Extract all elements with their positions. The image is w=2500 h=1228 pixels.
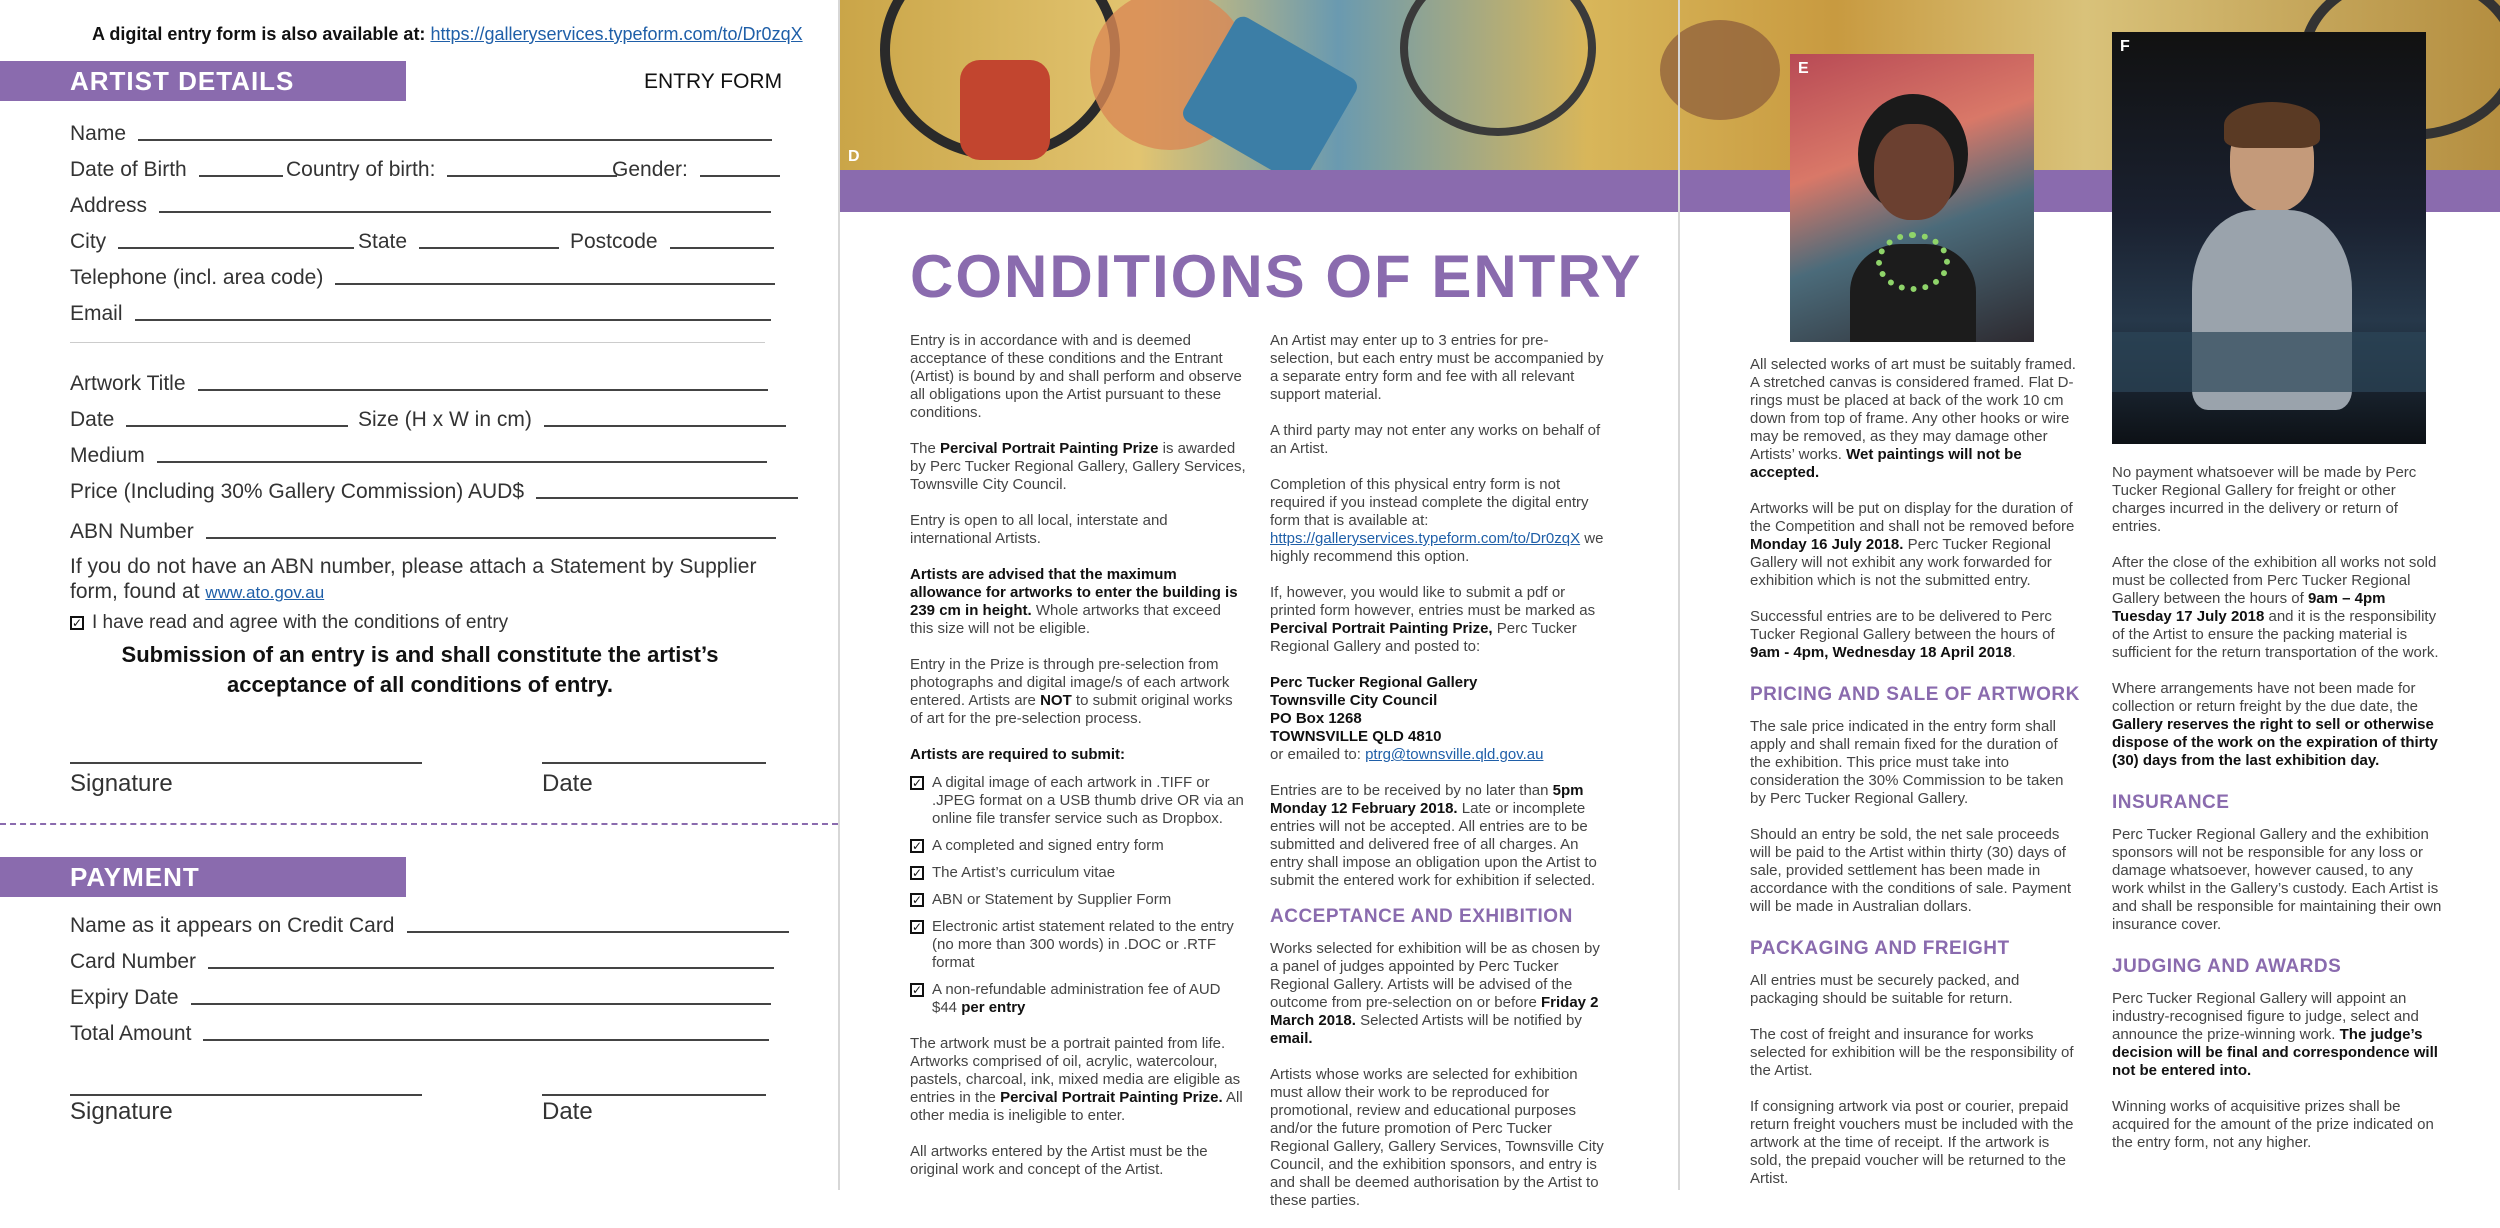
requirement-item: ✓ Electronic artist statement related to the entry (no more than 300 words) in .DOC or .RTF format	[911, 918, 1234, 971]
cond-paragraph: The cost of freight and insurance for works selected for exhibition will be the responsibility of the Artist.	[1750, 1026, 2074, 1079]
abn-field[interactable]	[70, 520, 776, 544]
cond-paragraph: Where arrangements have not been made for collection or return freight by the due date, the Gallery reserves the right to sell or otherwise dispose of the work on the expiration of thirty (30) days from the last exhibition day.	[2112, 680, 2438, 769]
requirement-item: ✓ A digital image of each artwork in .TIFF or .JPEG format on a USB thumb drive OR via an online file transfer service such as Dropbox.	[911, 774, 1244, 827]
size-field[interactable]	[358, 408, 786, 432]
artwork-date-field[interactable]	[70, 408, 348, 432]
expiry-label: Expiry Date	[70, 986, 179, 1009]
payment-date-line[interactable]	[542, 1094, 766, 1096]
gender-label: Gender:	[612, 158, 688, 181]
medium-label: Medium	[70, 444, 145, 467]
name-label: Name	[70, 122, 127, 145]
panel-divider	[1678, 0, 1680, 1190]
digital-form-note	[92, 24, 803, 45]
agree-text: I have read and agree with the conditions of entry	[92, 612, 509, 633]
artist-details-heading: ARTIST DETAILS	[0, 61, 406, 101]
form-divider	[70, 342, 765, 343]
cond-paragraph: Works selected for exhibition will be as chosen by a panel of judges appointed by Perc Tucker Regional Gallery. Artists will be advised of the outcome from pre-selection on or before Friday 2 March 2018. Selected Artists will be notified by email.	[1270, 940, 1600, 1047]
portrait-image-e	[1790, 54, 2034, 342]
artwork-date-label: Date	[70, 408, 115, 431]
check-icon: ✓	[911, 920, 923, 934]
payment-signature-line[interactable]	[70, 1094, 422, 1096]
card-name-field[interactable]	[70, 914, 789, 938]
total-label: Total Amount	[70, 1022, 192, 1045]
cond-paragraph: All entries must be securely packed, and packaging should be suitable for return.	[1750, 972, 2020, 1007]
artwork-title-label: Artwork Title	[70, 372, 186, 395]
check-icon: ✓	[911, 776, 923, 790]
telephone-label: Telephone (incl. area code)	[70, 266, 324, 289]
abn-note	[70, 554, 770, 605]
expiry-field[interactable]	[70, 986, 771, 1010]
requirement-item: ✓ A completed and signed entry form	[911, 837, 1164, 854]
address-label: Address	[70, 194, 148, 217]
country-field[interactable]	[286, 158, 617, 182]
requirements-heading: Artists are required to submit:	[910, 746, 1126, 763]
insurance-heading: INSURANCE	[2112, 792, 2230, 813]
entry-form-panel	[0, 0, 838, 1190]
cond-paragraph: Should an entry be sold, the net sale proceeds will be paid to the Artist within thirty (30) days of sale, provided settlement has been made in accordance with the conditions of sale. Payment will be made in Australian dollars.	[1750, 826, 2072, 915]
payment-heading: PAYMENT	[0, 857, 406, 897]
cond-paragraph: All selected works of art must be suitably framed. A stretched canvas is considered framed. Flat D-rings must be placed at back of the work 10 cm down from top of frame. Any other hooks or wire may be removed, as they may damage other Artists’ works. Wet paintings will not be accepted.	[1750, 356, 2076, 481]
judging-heading: JUDGING AND AWARDS	[2112, 956, 2342, 977]
cond-paragraph: No payment whatsoever will be made by Perc Tucker Regional Gallery for freight or other charges incurred in the delivery or return of entries.	[2112, 464, 2417, 535]
entry-form-label: ENTRY FORM	[644, 70, 783, 93]
abn-note-text: If you do not have an ABN number, please attach a Statement by Supplier form, found at	[70, 555, 757, 603]
payment-signature-label: Signature	[70, 1098, 173, 1125]
cond-paragraph: Entry in the Prize is through pre-selection from photographs and digital image/s of each artwork entered. Artists are NOT to submit original works of art for the pre-selection process.	[910, 656, 1233, 727]
card-number-field[interactable]	[70, 950, 774, 974]
postal-address: Perc Tucker Regional Gallery Townsville City Council PO Box 1268 TOWNSVILLE QLD 4810 or emailed to: ptrg@townsville.qld.gov.au	[1270, 674, 1544, 763]
signature-line[interactable]	[70, 762, 422, 764]
cond-paragraph: All artworks entered by the Artist must be the original work and concept of the Artist.	[910, 1143, 1208, 1178]
medium-field[interactable]	[70, 444, 767, 468]
portrait-image-f	[2112, 32, 2426, 444]
check-icon: ✓	[911, 866, 923, 880]
ato-link[interactable]: www.ato.gov.au	[205, 583, 325, 602]
image-tag-d: D	[848, 148, 860, 165]
requirement-item: ✓ The Artist’s curriculum vitae	[911, 864, 1116, 881]
digital-form-link[interactable]: https://galleryservices.typeform.com/to/Dr0zqX	[430, 24, 803, 44]
cond-paragraph: Winning works of acquisitive prizes shall be acquired for the amount of the prize indicated on the entry form, not any higher.	[2112, 1098, 2434, 1151]
cond-paragraph: Perc Tucker Regional Gallery and the exhibition sponsors will not be responsible for any loss or damage whatsoever, however caused, to any work whilst in the Gallery’s custody. Each Artist is and shall be responsible for maintaining their own insurance cover.	[2112, 826, 2442, 933]
postcode-label: Postcode	[570, 230, 658, 253]
size-label: Size (H x W in cm)	[358, 408, 532, 431]
card-name-label: Name as it appears on Credit Card	[70, 914, 395, 937]
cond-paragraph: Entry is open to all local, interstate and international Artists.	[910, 512, 1168, 547]
cond-paragraph: Entry is in accordance with and is deemed acceptance of these conditions and the Entrant (Artist) is bound by and shall perform and observe all obligations upon the Artist pursuant to these conditions.	[910, 332, 1242, 421]
card-number-label: Card Number	[70, 950, 197, 973]
state-label: State	[358, 230, 408, 253]
total-field[interactable]	[70, 1022, 769, 1046]
image-tag-e: E	[1798, 60, 1809, 77]
conditions-column-2	[1270, 332, 1610, 1228]
cut-line	[0, 823, 838, 825]
city-label: City	[70, 230, 107, 253]
cond-paragraph: Artists are advised that the maximum allowance for artworks to enter the building is 239 cm in height. Whole artworks that exceed this size will not be eligible.	[910, 566, 1238, 637]
conditions-column-3	[1750, 356, 2080, 1206]
digital-note-text: A digital entry form is also available at:	[92, 24, 426, 44]
check-icon: ✓	[911, 839, 923, 853]
conditions-column-1	[910, 332, 1248, 1197]
cond-paragraph: An Artist may enter up to 3 entries for pre-selection, but each entry must be accompanied by a separate entry form and fee with all relevant support material.	[1270, 332, 1604, 403]
cond-paragraph: The sale price indicated in the entry form shall apply and shall remain fixed for the duration of the exhibition. This price must take into consideration the 30% Commission to be taken by Perc Tucker Regional Gallery.	[1750, 718, 2064, 807]
cond-paragraph: The artwork must be a portrait painted from life. Artworks comprised of oil, acrylic, watercolour, pastels, charcoal, ink, mixed media are eligible as entries in the Percival Portrait Painting Prize. All other media is ineligible to enter.	[910, 1035, 1243, 1124]
name-field[interactable]	[70, 122, 772, 146]
cond-paragraph: Artworks will be put on display for the duration of the Competition and shall not be removed before Monday 16 July 2018. Perc Tucker Regional Gallery will not exhibit any work forwarded for exhibition which is not the submitted entry.	[1750, 500, 2075, 589]
payment-date-label: Date	[542, 1098, 593, 1125]
packaging-heading: PACKAGING AND FREIGHT	[1750, 938, 2010, 959]
city-field[interactable]	[70, 230, 354, 254]
price-field[interactable]	[70, 480, 798, 504]
cond-paragraph: If consigning artwork via post or courier, prepaid return freight vouchers must be included with the artwork at the time of receipt. If the artwork is sold, the prepaid voucher will be returned to the Artist.	[1750, 1098, 2074, 1187]
artwork-title-field[interactable]	[70, 372, 768, 396]
dob-label: Date of Birth	[70, 158, 187, 181]
signature-date-label: Date	[542, 770, 593, 797]
cond-paragraph: The Percival Portrait Painting Prize is awarded by Perc Tucker Regional Gallery, Gallery Services, Townsville City Council.	[910, 440, 1246, 493]
image-tag-f: F	[2120, 38, 2130, 55]
cond-paragraph: If, however, you would like to submit a pdf or printed form however, entries must be marked as Percival Portrait Painting Prize, Perc Tucker Regional Gallery and posted to:	[1270, 584, 1596, 655]
price-label: Price (Including 30% Gallery Commission) AUD$	[70, 480, 524, 503]
email-label: Email	[70, 302, 123, 325]
state-field[interactable]	[358, 230, 559, 254]
cond-paragraph: A third party may not enter any works on behalf of an Artist.	[1270, 422, 1601, 457]
telephone-field[interactable]	[70, 266, 775, 290]
postcode-field[interactable]	[570, 230, 774, 254]
conditions-column-4	[2112, 464, 2448, 1170]
cond-paragraph: Entries are to be received by no later than 5pm Monday 12 February 2018. Late or incomplete entries will not be accepted. All entries are to be submitted and delivered free of all charges. An entry shall impose an obligation upon the Artist to submit the entered work for exhibition if selected.	[1270, 782, 1597, 889]
check-icon: ✓	[911, 983, 923, 997]
email-field[interactable]	[70, 302, 771, 326]
dob-field[interactable]	[70, 158, 283, 182]
signature-label: Signature	[70, 770, 173, 797]
address-field[interactable]	[70, 194, 771, 218]
submission-statement: Submission of an entry is and shall constitute the artist’s acceptance of all conditions of entry.	[121, 642, 719, 697]
country-label: Country of birth:	[286, 158, 436, 181]
gender-field[interactable]	[612, 158, 780, 182]
acceptance-heading: ACCEPTANCE AND EXHIBITION	[1270, 906, 1573, 927]
requirement-item: ✓ A non-refundable administration fee of AUD $44 per entry	[911, 981, 1221, 1016]
digital-form-link[interactable]: https://galleryservices.typeform.com/to/Dr0zqX	[1270, 530, 1581, 547]
requirement-item: ✓ ABN or Statement by Supplier Form	[911, 891, 1172, 908]
conditions-title: CONDITIONS OF ENTRY	[910, 243, 1643, 310]
check-icon: ✓	[911, 893, 923, 907]
signature-date-line[interactable]	[542, 762, 766, 764]
cond-paragraph: Artists whose works are selected for exhibition must allow their work to be reproduced for promotional, review and educational purposes and/or the future promotion of Perc Tucker Regional Gallery, Gallery Services, Townsville City Council, and the exhibition sponsors, and entry is and shall be deemed authorisation by the Artist to these parties.	[1270, 1066, 1604, 1209]
cond-paragraph: Successful entries are to be delivered to Perc Tucker Regional Gallery between the hours of 9am - 4pm, Wednesday 18 April 2018.	[1750, 608, 2055, 661]
agree-checkbox-row[interactable]	[70, 612, 508, 634]
cond-paragraph: Completion of this physical entry form is not required if you instead complete the digital entry form that is available at: https://galleryservices.typeform.com/to/Dr0zqX we highly recommend this option.	[1270, 476, 1604, 565]
email-link[interactable]: ptrg@townsville.qld.gov.au	[1365, 746, 1544, 763]
cond-paragraph: Perc Tucker Regional Gallery will appoint an industry-recognised figure to judge, select and announce the prize-winning work. The judge’s decision will be final and correspondence will not be entered into.	[2112, 990, 2438, 1079]
agree-checkbox[interactable]: ✓	[71, 616, 83, 630]
pricing-heading: PRICING AND SALE OF ARTWORK	[1750, 684, 2080, 705]
abn-label: ABN Number	[70, 520, 194, 543]
cond-paragraph: After the close of the exhibition all works not sold must be collected from Perc Tucker Regional Gallery between the hours of 9am – 4pm Tuesday 17 July 2018 and it is the responsibility of the Artist to ensure the packing material is sufficient for the return transportation of the work.	[2112, 554, 2439, 661]
